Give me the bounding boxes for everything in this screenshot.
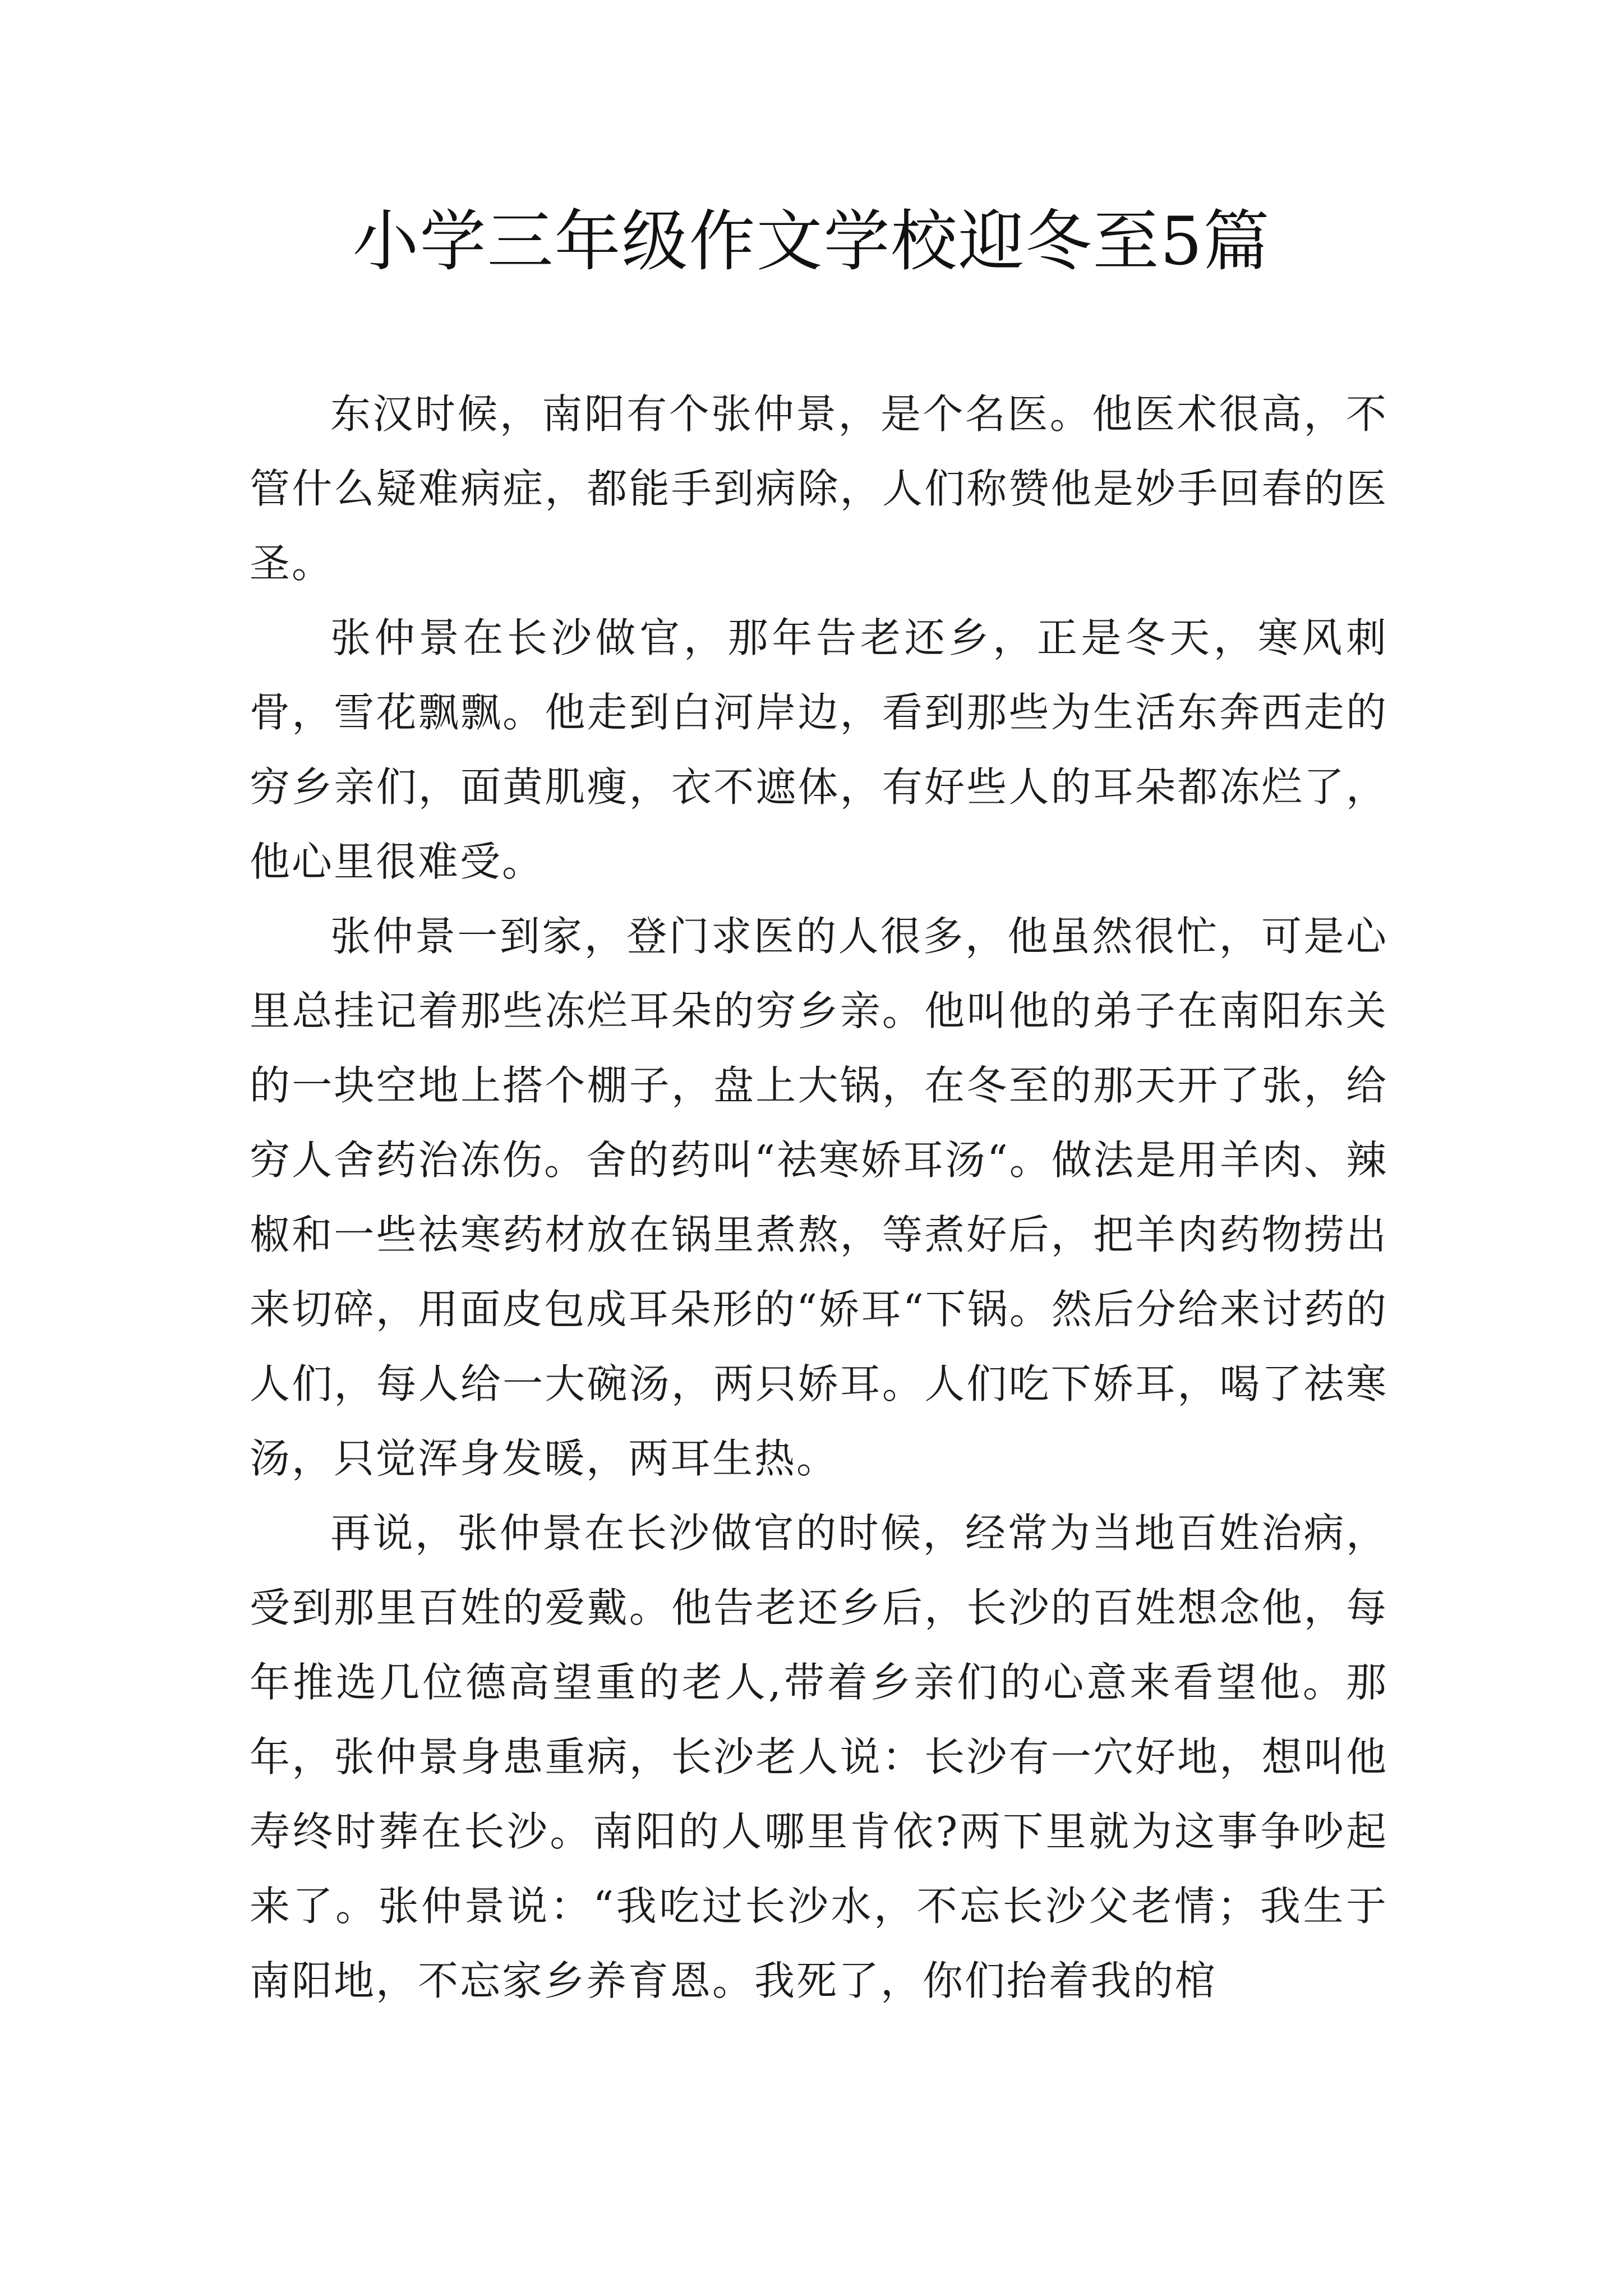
document-body [250, 377, 1388, 2018]
paragraph: 张仲景一到家，登门求医的人很多，他虽然很忙，可是心里总挂记着那些冻烂耳朵的穷乡亲。他叫他的弟子在南阳东关的一块空地上搭个棚子，盘上大锅，在冬至的那天开了张，给穷人舍药治冻伤。舍的药叫“祛寒娇耳汤“。做法是用羊肉、辣椒和一些祛寒药材放在锅里煮熬，等煮好后，把羊肉药物捞出来切碎，用面皮包成耳朵形的“娇耳“下锅。然后分给来讨药的人们，每人给一大碗汤，两只娇耳。人们吃下娇耳，喝了祛寒汤，只觉浑身发暖，两耳生热。 [250, 913, 1388, 1482]
paragraph: 再说，张仲景在长沙做官的时候，经常为当地百姓治病，受到那里百姓的爱戴。他告老还乡后，长沙的百姓想念他，每年推选几位德高望重的老人,带着乡亲们的心意来看望他。那年，张仲景身患重病，长沙老人说：长沙有一穴好地，想叫他寿终时葬在长沙。南阳的人哪里肯依?两下里就为这事争吵起来了。张仲景说：“我吃过长沙水，不忘长沙父老情；我生于南阳地，不忘家乡养育恩。我死了，你们抬着我的棺 [250, 1510, 1388, 2004]
paragraph: 张仲景在长沙做官，那年告老还乡，正是冬天，寒风刺骨，雪花飘飘。他走到白河岸边，看到那些为生活东奔西走的穷乡亲们，面黄肌瘦，衣不遮体，有好些人的耳朵都冻烂了，他心里很难受。 [250, 614, 1388, 885]
paragraph: 东汉时候，南阳有个张仲景，是个名医。他医术很高，不管什么疑难病症，都能手到病除，人们称赞他是妙手回春的医圣。 [250, 390, 1388, 587]
document-title: 小学三年级作文学校迎冬至5篇 [352, 203, 1271, 280]
